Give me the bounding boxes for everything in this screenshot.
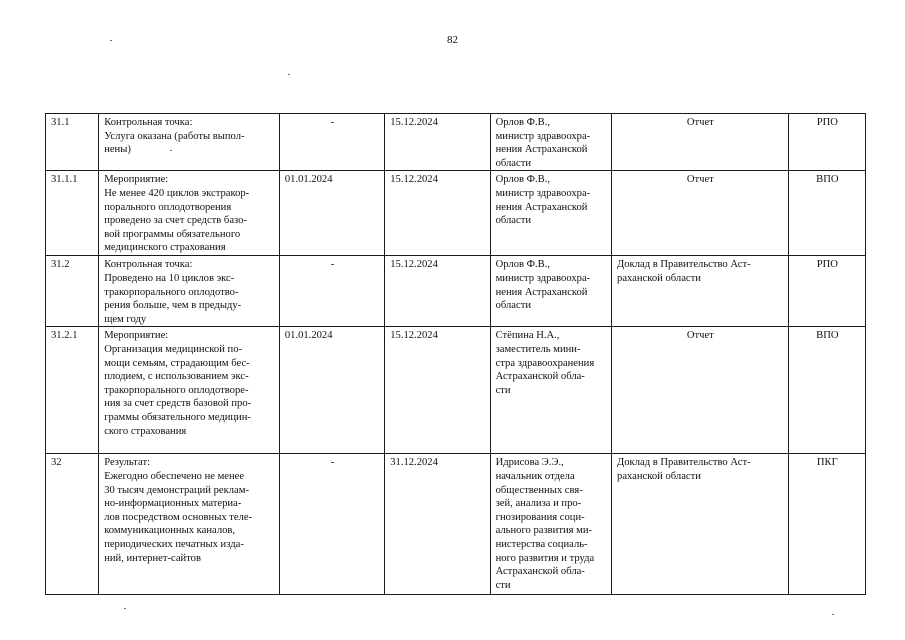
item-text: Организация медицинской по- мощи семьям, страдающим бес- плодием, с использованием экс- тракорпорального оплодотворе- ния за счет средств базовой про- граммы обязательного медицин- ского страхования xyxy=(104,343,252,437)
level-code-cell: ВПО xyxy=(788,327,865,454)
document-cell xyxy=(612,454,789,595)
responsible-cell xyxy=(490,327,611,454)
scan-speck xyxy=(832,614,834,615)
end-date-cell: 15.12.2024 xyxy=(385,256,490,327)
item-text: Проведено на 10 циклов экс- тракорпорального оплодотво- рения больше, чем в предыду- щем году xyxy=(104,272,242,325)
start-date-cell: - xyxy=(279,256,384,327)
responsible-name: Орлов Ф.В., xyxy=(495,117,551,128)
level-code-cell: РПО xyxy=(788,114,865,171)
responsible-name: Орлов Ф.В., xyxy=(495,259,551,271)
document-text: Отчет xyxy=(686,117,714,128)
item-description-cell xyxy=(99,114,280,171)
responsible-name: Стёпина Н.А., xyxy=(495,330,560,342)
level-code-cell: ПКГ xyxy=(788,454,865,595)
table-row xyxy=(46,114,866,171)
responsible-cell xyxy=(490,171,611,256)
item-description-cell xyxy=(99,256,280,327)
scan-speck xyxy=(124,608,126,609)
row-number-cell: 31.1.1 xyxy=(46,171,99,256)
responsible-name: Орлов Ф.В., xyxy=(495,174,551,186)
start-date-cell: 01.01.2024 xyxy=(279,327,384,454)
end-date-cell: 15.12.2024 xyxy=(385,171,490,256)
responsible-name: Идрисова Э.Э., xyxy=(495,457,564,469)
responsible-title: министр здравоохра- нения Астраханской области xyxy=(495,130,591,169)
scan-speck xyxy=(288,74,290,75)
responsible-title: министр здравоохра- нения Астраханской области xyxy=(495,187,591,227)
table-row xyxy=(46,171,866,256)
item-type-label: Мероприятие: xyxy=(104,174,169,186)
item-text: Не менее 420 циклов экстракор- порального оплодотворения проведено за счет средств базо- вой программы обязательного медицинского страхования xyxy=(104,187,250,254)
item-description-cell xyxy=(99,454,280,595)
item-type-label: Мероприятие: xyxy=(104,330,169,342)
responsible-title: начальник отдела общественных свя- зей, анализа и про- гнозирования соци- ального развития ми- нистерства социаль- ного развития и труда Астраханской обла- сти xyxy=(495,470,595,591)
start-date-cell: - xyxy=(279,114,384,171)
responsible-cell xyxy=(490,454,611,595)
responsible-cell xyxy=(490,114,611,171)
item-type-label: Результат: xyxy=(104,457,151,469)
start-date-cell: 01.01.2024 xyxy=(279,171,384,256)
row-number-cell: 32 xyxy=(46,454,99,595)
level-code-cell: РПО xyxy=(788,256,865,327)
document-cell xyxy=(612,114,789,171)
row-number-cell: 31.2.1 xyxy=(46,327,99,454)
level-code-cell: ВПО xyxy=(788,171,865,256)
document-text: Доклад в Правительство Аст- раханской области xyxy=(617,457,751,482)
responsible-title: заместитель мини- стра здравоохранения Астраханской обла- сти xyxy=(495,343,595,396)
end-date-cell: 15.12.2024 xyxy=(385,327,490,454)
table-row xyxy=(46,256,866,327)
document-cell xyxy=(612,256,789,327)
document-text: Отчет xyxy=(686,330,714,342)
plan-table xyxy=(45,113,866,595)
responsible-cell xyxy=(490,256,611,327)
scan-speck xyxy=(110,40,112,41)
responsible-title: министр здравоохра- нения Астраханской области xyxy=(495,272,591,312)
document-cell xyxy=(612,327,789,454)
document-text: Отчет xyxy=(686,174,714,186)
document-cell xyxy=(612,171,789,256)
end-date-cell: 31.12.2024 xyxy=(385,454,490,595)
row-number-cell: 31.2 xyxy=(46,256,99,327)
page-number: 82 xyxy=(447,34,458,46)
item-description-cell xyxy=(99,171,280,256)
item-type-label: Контрольная точка: xyxy=(104,117,193,128)
end-date-cell: 15.12.2024 xyxy=(385,114,490,171)
item-description-cell xyxy=(99,327,280,454)
document-text: Доклад в Правительство Аст- раханской области xyxy=(617,259,751,284)
item-type-label: Контрольная точка: xyxy=(104,259,193,271)
table-row xyxy=(46,454,866,595)
start-date-cell: - xyxy=(279,454,384,595)
scan-speck xyxy=(170,150,172,151)
item-text: Ежегодно обеспечено не менее 30 тысяч демонстраций реклам- но-информационных материа- лов посредством основных теле- коммуникационных каналов, периодических печатных изда- ний, интернет-сайтов xyxy=(104,470,253,564)
item-text: Услуга оказана (работы выпол- нены) xyxy=(104,130,245,156)
row-number-cell: 31.1 xyxy=(46,114,99,171)
table-row xyxy=(46,327,866,454)
